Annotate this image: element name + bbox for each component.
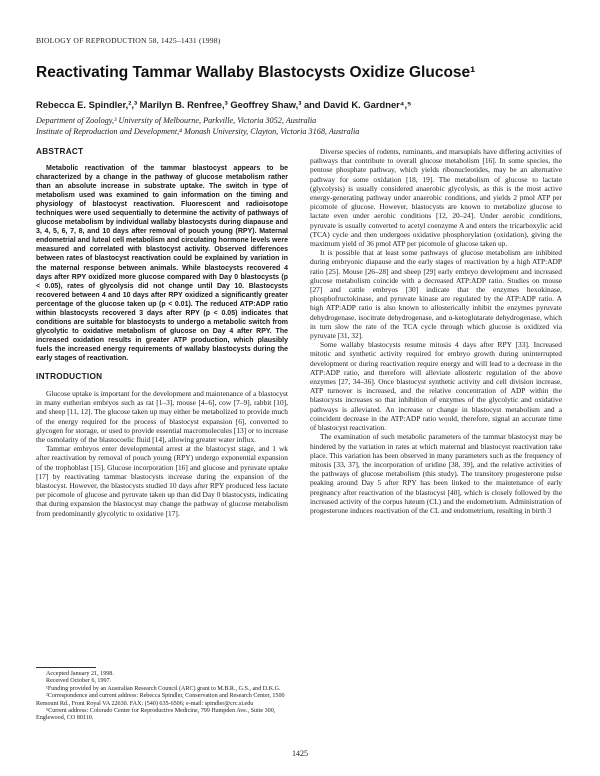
right-column [310,147,562,515]
body-paragraph-4: The examination of such metabolic parameters of the tammar blastocyst may be hindered by the variation in rates at which maternal and blastocyst reactivation take place. This variation has been observed in many parameters such as the frequency of mitosis [33, 37], the incorporation of uridine [38, 39], and the relative activities of the pathways of glucose metabolism (this study). The transitory progesterone pulse peaking around Day 5 after RPY has been linked to the maintenance of early pregnancy after reactivation of the blastocyst [40], which is closely followed by the increased activity of the corpus luteum (CL) and the endometrium. Administration of progesterone induces reactivation of the CL and endometrium, resulting in birth 3 [310,432,562,515]
article-title: Reactivating Tammar Wallaby Blastocysts Oxidize Glucose¹ [36,64,476,81]
footnote-accepted: Accepted January 21, 1998. [46,671,114,677]
intro-paragraph-2: Tammar embryos enter developmental arrest at the blastocyst stage, and 1 wk after reactivation by removal of pouch young (RPY) undergo exponential expansion of the trophoblast [15]. Glucose incorporation [16] and glucose and pyruvate uptake [17] by reactivating tammar blastocysts increase during the expansion of the blastocyst. However, the blastocysts studied 10 days after RPY produced less lactate per picomole of glucose and pyruvate taken up than did Day 0 blastocysts, indicating that during expansion the blastocyst may change the pathway of glucose metabolism from predominantly glycolytic to oxidative [17]. [36,444,288,518]
abstract-heading: ABSTRACT [36,147,84,156]
body-paragraph-1: Diverse species of rodents, ruminants, and marsupials have differing activities of pathways that contribute to overall glucose metabolism [16]. In some species, the pentose phosphate pathway, which yields ribonucleotides, may be an alternative pathway for some oxidation [18, 19]. The metabolism of glucose to lactate (glycolysis) is usually considered anaerobic glycolysis, as this is the most active energy-generating pathway under anaerobic conditions, and yields 2 pmol ATP per picomole of glucose. However, blastocysts are known to metabolize glucose to lactate even under aerobic conditions [12, 20–24]. Under aerobic conditions, pyruvate is usually converted to acetyl coenzyme A and enters the tricarboxylic acid (TCA) cycle and then undergoes oxidative phosphorylation (oxidation), giving the maximum yield of 36 pmol ATP per picomole of glucose taken up. [310,147,562,249]
introduction-heading: INTRODUCTION [36,372,103,382]
author-list: Rebecca E. Spindler,²,³ Marilyn B. Renfree,³ Geoffrey Shaw,³ and David K. Gardner⁴,⁵ [36,99,412,110]
footnote-received: Received October 6, 1997. [46,678,112,685]
affiliation-monash: Institute of Reproduction and Development,⁴ Monash University, Clayton, Victoria 3168, Australia [36,127,360,136]
abstract-text: Metabolic reactivation of the tammar blastocyst appears to be characterized by a change in the pathway of glucose metabolism rather than an absolute increase in substrate uptake. The switch in type of metabolism used was examined to gain information on the timing and physiology of blastocyst reactivation. Fluorescent and radioisotope techniques were used sequentially to determine the activity of pathways of glucose metabolism by individual wallaby blastocysts during diapause and 3, 4, 5, 6, 7, 8, and 10 days after removal of pouch young (RPY). Maternal endometrial and luteal cell metabolism and circulating hormone levels were measured and correlated with blastocyst activity. Observed differences between rates of blastocyst reactivation could be explained by variation in the maternal response between animals. While blastocysts recovered 4 days after RPY oxidized more glucose compared with Day 0 blastocysts (p < 0.05), rates of glycolysis did not change until Day 10. Blastocysts recovered between 4 and 10 days after RPY oxidized a significantly greater percentage of the glucose taken up (p < 0.01). The reduced ATP:ADP ratio within blastocysts recovered 3 days after RPY (p < 0.05) indicates that conditions are suitable for blastocysts to undergo a metabolic switch from glycolytic to oxidative metabolism of glucose on Day 4 after RPY. The increased oxidation results in greater ATP production, which plausibly fuels the increased energy requirements of wallaby blastocysts during the early stages of reactivation. [36,165,288,362]
footnote-funding: ¹Funding provided by an Australian Research Council (ARC) grant to M.B.R., G.S., and D.K.G. [46,685,281,692]
left-column [36,147,288,518]
footnote-rule [36,667,96,668]
body-paragraph-3: Some wallaby blastocysts resume mitosis 4 days after RPY [33]. Increased mitotic and synthetic activity required for embryo growth during uninterrupted development or during reactivation require energy and will lead to a decrease in the ATP:ADP ratio, and therefore will alleviate allosteric regulation of the above enzymes [27, 34–36]. Once blastocyst synthetic activity and cell division increase, ATP turnover is increased, and the relative concentration of ADP within the blastocysts increases so that inhibition of enzymes of the glycolytic and oxidative pathways is alleviated. An increase or change in blastocyst metabolism and a coincident decrease in the ATP:ADP ratio would, therefore, signal an accurate time of blastocyst reactivation. [310,340,562,433]
footnote-current-address: ⁵Current address: Colorado Center for Reproductive Medicine, 799 Hampden Ave., Suite 300, Englewood, CO 80110. [36,708,276,722]
running-head: BIOLOGY OF REPRODUCTION 58, 1425–1431 (1998) [36,36,221,45]
page-number: 1425 [292,749,308,758]
footnote-correspondence: ²Correspondence and current address: Rebecca Spindler, Conservation and Research Center, 1500 Remount Rd., Front Royal VA 22630. FAX: (540) 635-6506; e-mail: spindler@crc.si.edu [36,693,285,707]
intro-paragraph-1: Glucose uptake is important for the development and maintenance of a blastocyst in many eutherian embryos such as rat [1–3], mouse [4–6], cow [7–9], rabbit [10], and sheep [11, 12]. The glucose taken up may either be metabolized to provide much of the energy required for the process of blastocyst expansion [6], converted to glycogen for storage, or used to provide essential macromolecules [13] or to increase the osmolarity of the blastocoelic fluid [14], allowing greater water influx. [36,389,288,445]
footnotes [36,667,288,723]
body-paragraph-2: It is possible that at least some pathways of glucose metabolism are inhibited during embryonic diapause and the early stages of reactivation by a high ATP:ADP ratio [25]. Mouse [26–28] and sheep [29] early embryo development and increased glucose metabolism coincide with a decreased ATP:ADP ratio. Studies on mouse [27] and cattle embryos [30] indicate that the enzymes hexokinase, phosphofructokinase, and pyruvate kinase are regulated by the ATP:ADP ratio. A high ATP:ADP ratio is also known to allosterically inhibit the enzymes pyruvate dehydrogenase, isocitrate dehydrogenase, and α-ketoglutarate dehydrogenase, which in turn slow the rate of the TCA cycle through which glucose is oxidized via pyruvate [31, 32]. [310,248,562,341]
affiliation-melbourne: Department of Zoology,³ University of Melbourne, Parkville, Victoria 3052, Australia [36,116,317,125]
